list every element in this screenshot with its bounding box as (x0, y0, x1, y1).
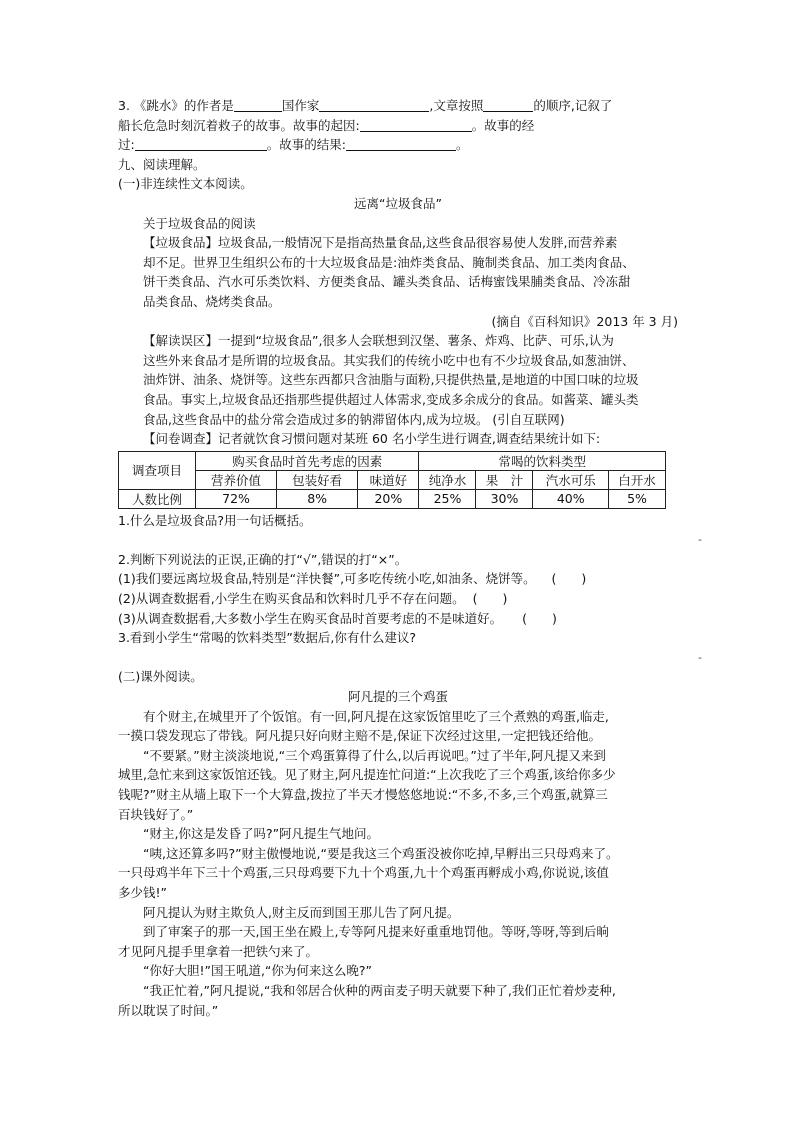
survey-intro: 【问卷调查】记者就饮食习惯问题对某班 60 名小学生进行调查,调查结果统计如下: (143, 431, 601, 447)
citation: (摘自《百科知识》2013 年 3 月) (491, 313, 678, 329)
paragraph-line: 食品。事实上,垃圾食品还指那些提供超过人体需求,变成多余成分的食品。如酱菜、罐头类 (143, 391, 639, 407)
question-1: 1.什么是垃圾食品?用一句话概括。 (118, 512, 312, 528)
table-cell: 20% (358, 489, 419, 508)
article-subtitle: 关于垃圾食品的阅读 (143, 215, 256, 231)
item-text: (3)从调查数据看,大多数小学生在购买食品时首要考虑的不是味道好。 (118, 610, 503, 626)
story-line: 钱呢?”财主从墙上取下一个大算盘,拨拉了半天才慢悠悠地说:“不多,不多,三个鸡蛋,就算三 (118, 787, 608, 802)
blank-nationality[interactable] (319, 99, 429, 112)
q3-text: ,文章按照 (429, 98, 484, 113)
paragraph-line: 油炸饼、油条、烧饼等。这些东西都只含油脂与面粉,只提供热量,是地道的中国口味的垃圾 (143, 372, 639, 388)
story-line: 有个财主,在城里开了个饭馆。有一回,阿凡提在这家饭馆里吃了三个煮熟的鸡蛋,临走, (143, 708, 609, 724)
answer-bracket[interactable]: ( ) (522, 610, 557, 626)
answer-line-mark: - (698, 533, 702, 547)
question-2-item (118, 589, 678, 609)
paragraph-line: 【垃圾食品】垃圾食品,一般情况下是指高热量食品,这些食品很容易使人发胖,而营养素 (143, 235, 618, 251)
q3-line-2 (118, 116, 678, 136)
q3-line-1 (118, 96, 678, 116)
table-row (119, 489, 666, 508)
blank-author[interactable] (234, 99, 282, 112)
item-text: (1)我们要远离垃圾食品,特别是“洋快餐”,可多吃传统小吃,如油条、烧饼等。 (118, 571, 536, 587)
part2-title: (二)课外阅读。 (118, 669, 203, 685)
question-3: 3.看到小学生“常喝的饮料类型”数据后,你有什么建议? (118, 630, 416, 646)
q3-text: 船长危急时刻沉着救子的故事。故事的起因: (118, 117, 360, 133)
question-2-stem: 2.判断下列说法的正误,正确的打“√”,错误的打“×”。 (118, 551, 408, 567)
paragraph-line: 这些外来食品才是所谓的垃圾食品。其实我们的传统小吃中也有不少垃圾食品,如葱油饼、 (143, 352, 635, 368)
story-line: “我正忙着,”阿凡提说,“我和邻居合伙种的两亩麦子明天就要下种了,我们正忙着炒麦种, (143, 982, 616, 998)
table-group-header: 常喝的饮料类型 (419, 451, 666, 470)
q3-text: 。故事的结果: (266, 137, 346, 153)
q3-line-3 (118, 135, 678, 155)
table-column-header: 白开水 (608, 470, 665, 489)
story-line: 阿凡提认为财主欺负人,财主反而到国王那儿告了阿凡提。 (143, 904, 460, 920)
table-cell: 8% (277, 489, 358, 508)
paragraph-line: 食品,这些食品中的盐分常会造成过多的钠滞留体内,成为垃圾。 (引自互联网) (143, 411, 565, 427)
table-cell: 40% (533, 489, 609, 508)
table-cell: 调查项目 (119, 451, 196, 489)
q3-text: 。故事的经 (471, 117, 535, 133)
story-title: 阿凡提的三个鸡蛋 (347, 689, 448, 705)
table-column-header: 营养价值 (196, 470, 277, 489)
question-2-item (118, 609, 678, 629)
answer-space-3[interactable] (118, 648, 702, 668)
table-column-header: 果 汁 (476, 470, 533, 489)
blank-order[interactable] (483, 99, 533, 112)
story-line: 多少钱!” (118, 884, 167, 900)
story-line: 百块钱好了。” (118, 806, 194, 822)
table-row (119, 470, 666, 489)
story-line: 到了审案子的那一天,国王坐在殿上,专等阿凡提来好重重地罚他。等呀,等呀,等到后晌 (143, 924, 609, 940)
story-line: 城里,急忙来到这家饭馆还钱。见了财主,阿凡提连忙问道:“上次我吃了三个鸡蛋,该给你多少 (118, 767, 616, 783)
blank-cause[interactable] (360, 119, 472, 132)
paragraph-line: 品类食品、烧烤类食品。 (143, 293, 281, 309)
blank-result[interactable] (346, 138, 456, 151)
q3-text: 的顺序,记叙了 (533, 98, 613, 113)
table-column-header: 味道好 (358, 470, 419, 489)
question-2-item (118, 569, 678, 589)
table-column-header: 纯净水 (419, 470, 476, 489)
q3-text: 。 (455, 137, 469, 153)
table-column-header: 包装好看 (277, 470, 358, 489)
item-text: (2)从调查数据看,小学生在购买食品和饮料时几乎不存在问题。 (118, 591, 465, 607)
q3-text: 3. 《跳水》的作者是 (118, 98, 234, 113)
table-cell: 25% (419, 489, 476, 508)
story-line: 所以耽误了时间。” (118, 1002, 219, 1018)
story-line: “咦,这还算多吗?”财主傲慢地说,“要是我这三个鸡蛋没被你吃掉,早孵出三只母鸡来了。 (143, 845, 619, 861)
story-line: 一只母鸡半年下三十个鸡蛋,三只母鸡要下九十个鸡蛋,九十个鸡蛋再孵成小鸡,你说说,该值 (118, 865, 609, 881)
table-cell: 人数比例 (119, 489, 196, 508)
survey-table (118, 451, 666, 509)
section-heading: 九、阅读理解。 (118, 156, 206, 172)
story-line: “你好大胆!”国王吼道,“你为何来这么晚?” (143, 963, 373, 979)
q3-text: 过: (118, 137, 135, 153)
q3-text: 国作家 (281, 98, 320, 113)
answer-bracket[interactable]: ( ) (472, 591, 508, 607)
paragraph-line: 饼干类食品、汽水可乐类饮料、方便类食品、罐头类食品、话梅蜜饯果脯类食品、冷冻甜 (143, 274, 631, 290)
paragraph-line: 【解读误区】一提到“垃圾食品”,很多人会联想到汉堡、薯条、炸鸡、比萨、可乐,认为 (143, 333, 614, 349)
story-line: “财主,你这是发昏了吗?”阿凡提生气地问。 (143, 826, 380, 842)
answer-line-mark: - (698, 650, 702, 664)
story-line: 一摸口袋发现忘了带钱。阿凡提只好向财主赔不是,保证下次经过这里,一定把钱还给他。 (118, 728, 601, 744)
story-line: “不要紧。”财主淡淡地说,“三个鸡蛋算得了什么,以后再说吧。”过了半年,阿凡提又来到 (143, 747, 606, 763)
table-cell: 72% (196, 489, 277, 508)
answer-bracket[interactable]: ( ) (551, 571, 587, 587)
table-row (119, 451, 666, 470)
worksheet-page (118, 96, 702, 1020)
paragraph-line: 却不足。世界卫生组织公布的十大垃圾食品是:油炸类食品、腌制类食品、加工类肉食品、 (143, 254, 635, 270)
answer-space-1[interactable] (118, 530, 702, 550)
table-cell: 5% (608, 489, 665, 508)
table-column-header: 汽水可乐 (533, 470, 609, 489)
article-title: 远离“垃圾食品” (354, 195, 442, 211)
story-line: 才见阿凡提手里拿着一把铁勺来了。 (118, 943, 319, 959)
blank-process[interactable] (135, 138, 267, 151)
table-cell: 30% (476, 489, 533, 508)
part1-title: (一)非连续性文本阅读。 (118, 176, 253, 192)
table-group-header: 购买食品时首先考虑的因素 (196, 451, 419, 470)
